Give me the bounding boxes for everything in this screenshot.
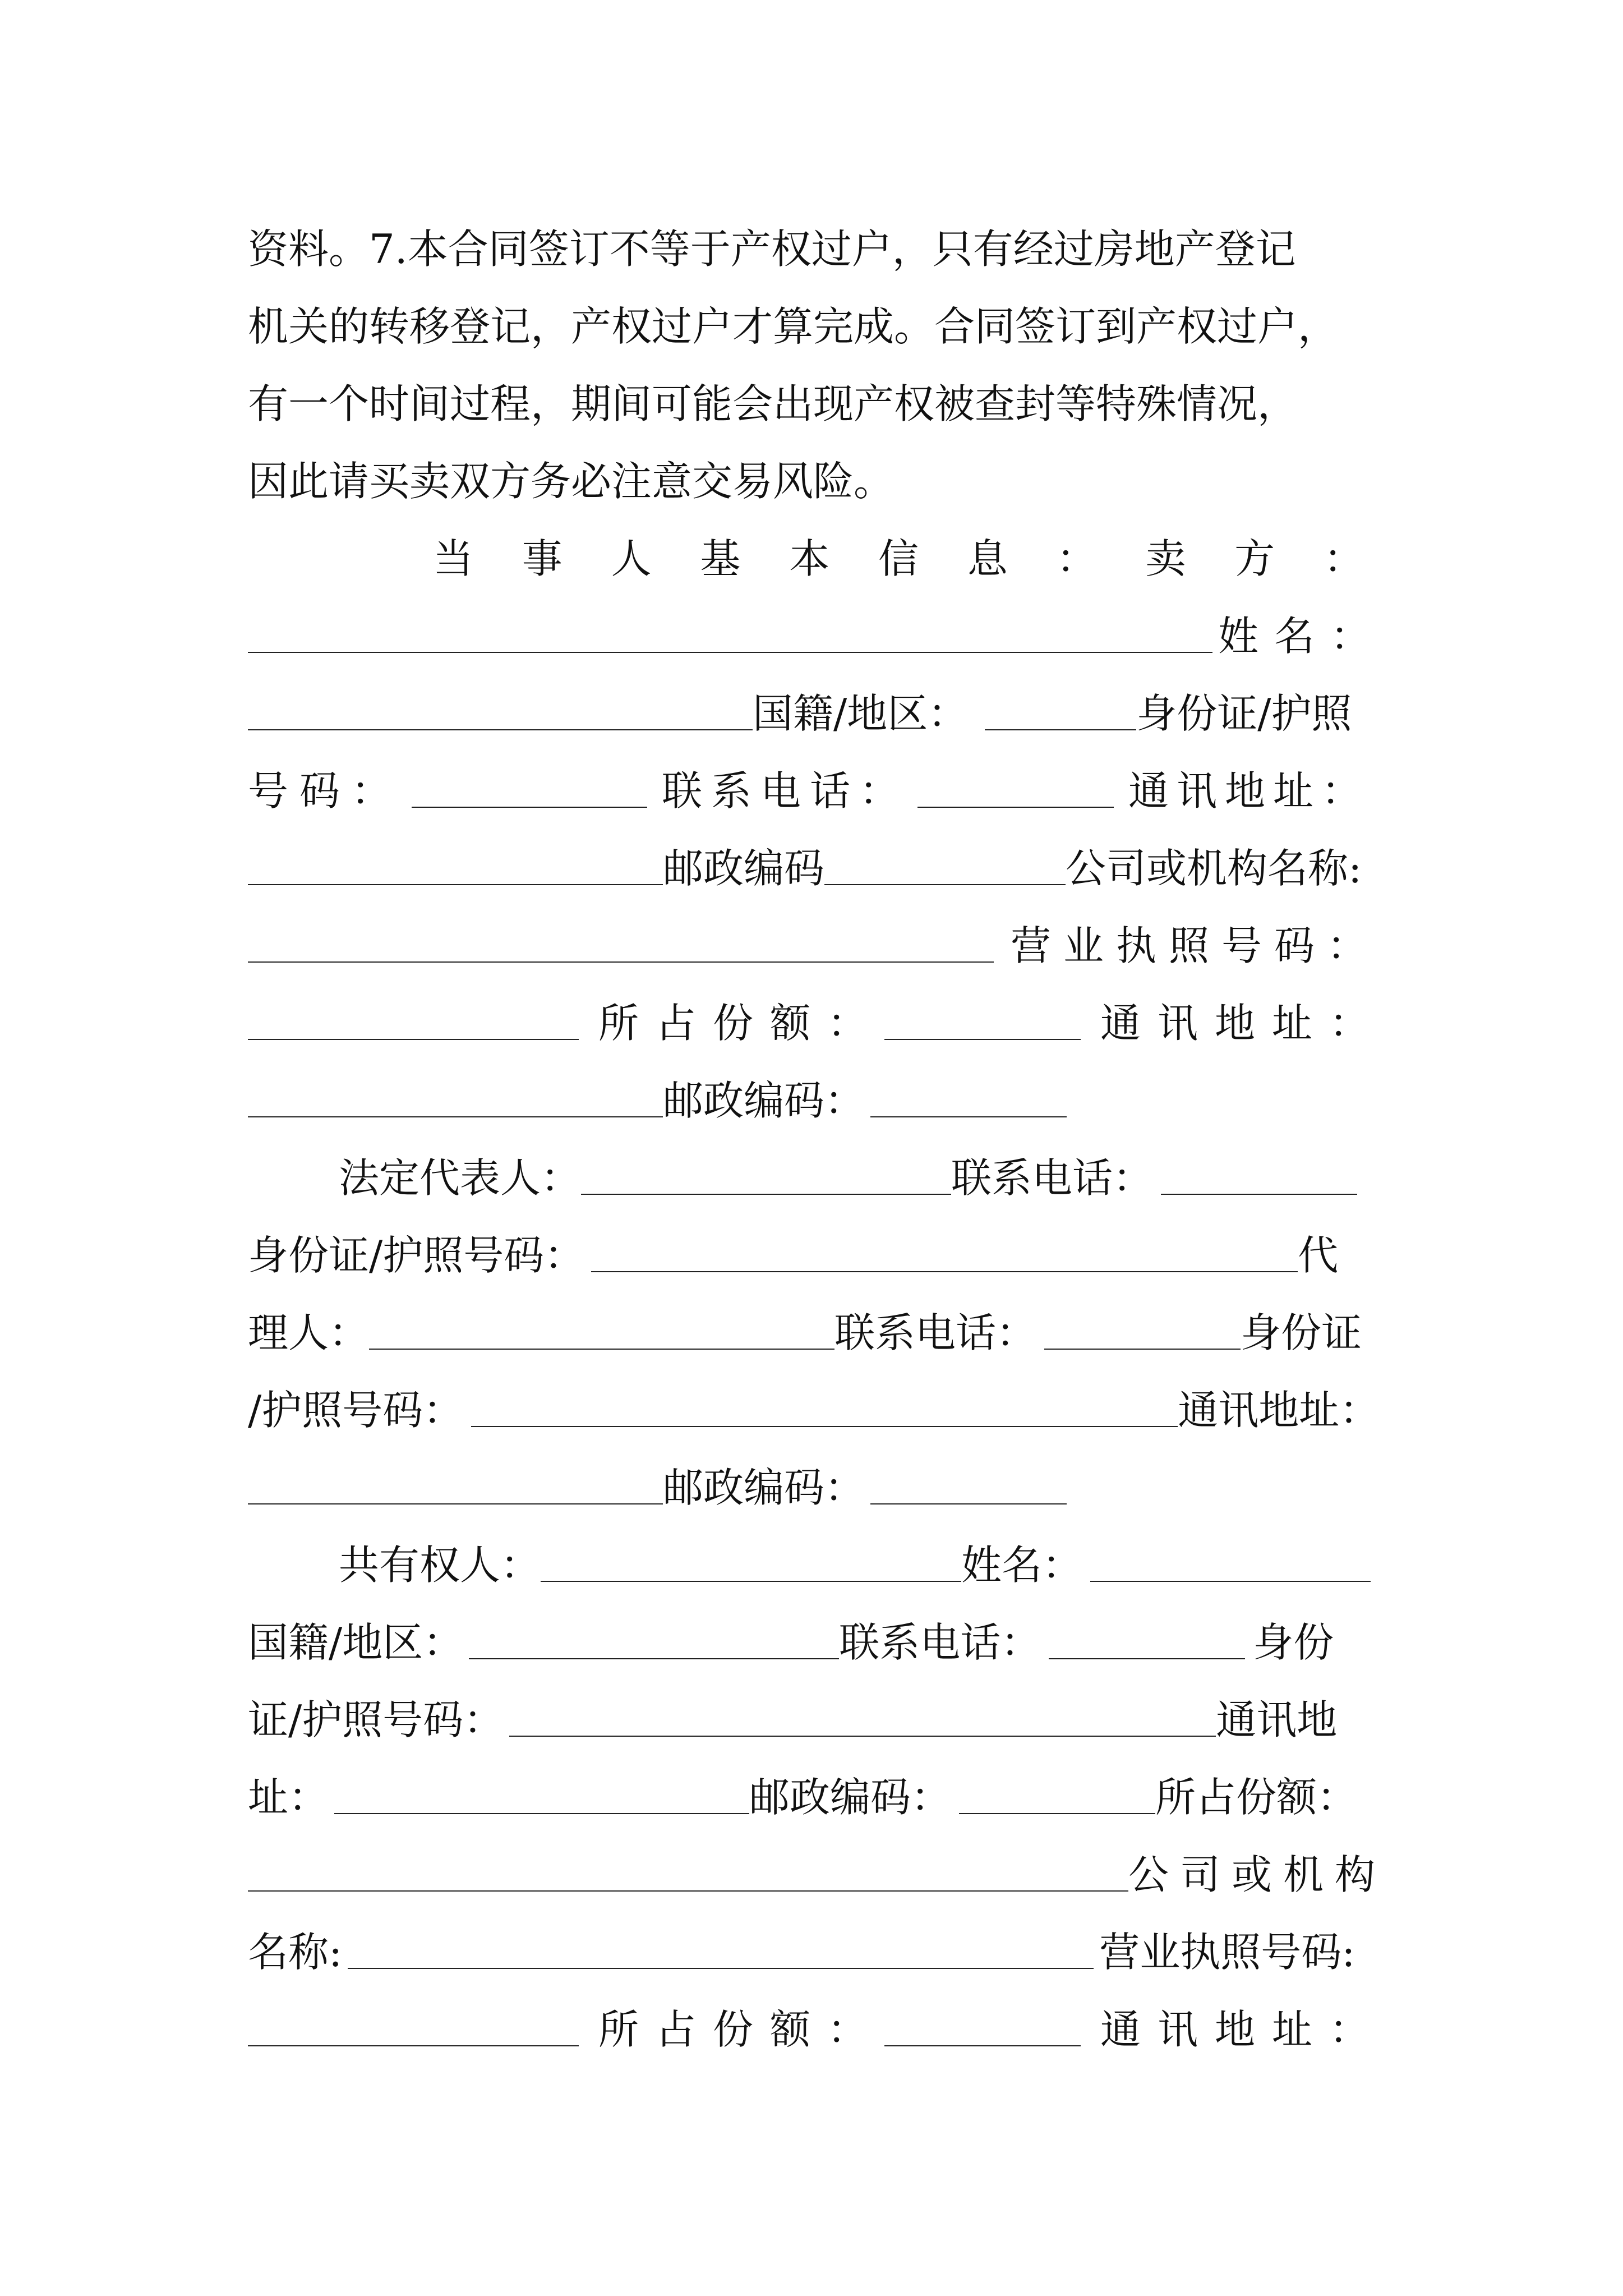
address-label: 址： [248,1774,329,1821]
blank-field[interactable] [884,2045,1081,2046]
legal-rep-row [339,1142,1386,1202]
share-address-row [248,1994,1386,2053]
blank-field[interactable] [334,1812,749,1814]
phone-label: 联系电话： [951,1154,1154,1202]
agent-row [248,1297,1386,1356]
id-passport-row [248,1220,1386,1279]
id-passport-label: 身份证/护照 [1136,690,1352,737]
heading-char: 息 [967,535,1008,582]
blank-field[interactable] [824,884,1066,885]
address-label: 通讯地 [1216,1696,1338,1743]
legal-rep-label: 法定代表人： [339,1154,582,1202]
heading-char: ： [1323,535,1364,582]
address-label: 通讯地址： [1100,2006,1386,2053]
blank-field[interactable] [541,1580,961,1582]
share-label: 所占份额： [1155,1774,1358,1821]
address-postcode-share-row [248,1761,1386,1821]
heading-char: 当 [433,535,474,582]
heading-char: ： [1056,535,1097,582]
postcode-label: 邮政编码： [749,1774,952,1821]
blank-field[interactable] [369,1348,834,1350]
postcode-label: 邮政编码 [663,845,825,892]
blank-field[interactable] [469,1658,839,1659]
blank-field[interactable] [1044,1348,1241,1350]
heading-char: 方 [1234,535,1275,582]
heading-char: 卖 [1145,535,1186,582]
paragraph-text: 机关的转移登记，产权过户才算完成。合同签订到产权过户， [248,303,1339,350]
co-owner-row [339,1529,1386,1589]
postcode-row [248,1065,1386,1124]
paragraph-line-3 [248,368,1386,427]
share-label: 所占份额： [598,2006,884,2053]
number-phone-row [248,755,1386,815]
heading-char: 本 [789,535,830,582]
blank-field[interactable] [248,1890,1128,1892]
seller-name-row [248,600,1386,660]
company-name-label: 名称: [248,1929,343,1976]
company-label: 公司或机构 [1128,1851,1387,1898]
share-address-row [248,987,1386,1047]
blank-field[interactable] [591,1271,1298,1272]
blank-field[interactable] [248,961,994,963]
blank-field[interactable] [985,729,1136,730]
blank-field[interactable] [1049,1658,1245,1659]
blank-field[interactable] [248,1038,579,1040]
business-license-label: 营业执照号码: [1099,1929,1355,1976]
paragraph-text: 资料。7.本合同签订不等于产权过户，只有经过房地产登记 [248,226,1296,273]
name-label: 姓名： [1218,613,1386,660]
nationality-label: 国籍/地区： [248,1619,464,1666]
id-label: 身份证 [1241,1309,1362,1356]
business-license-row [248,910,1386,969]
blank-field[interactable] [1090,1580,1371,1582]
id-label: 身份 [1253,1619,1334,1666]
phone-label: 联系电话： [662,767,909,815]
agent-label: 理人： [248,1309,370,1356]
company-row [248,1839,1387,1898]
blank-field[interactable] [348,1967,1094,1969]
nationality-phone-row [248,1607,1386,1666]
phone-label: 联系电话： [834,1309,1037,1356]
nationality-row [248,678,1386,737]
passport-label: /护照号码： [248,1387,464,1434]
business-license-label: 营业执照号码： [1011,922,1380,969]
paragraph-line-1 [248,213,1386,273]
blank-field[interactable] [248,1503,663,1504]
paragraph-line-2 [248,291,1386,350]
blank-field[interactable] [1161,1193,1357,1195]
id-passport-address-row [248,1684,1386,1743]
phone-label: 联系电话： [839,1619,1041,1666]
party-info-heading [433,523,1364,582]
blank-field[interactable] [248,1116,663,1117]
name-label: 姓名： [961,1542,1083,1589]
blank-field[interactable] [581,1193,951,1195]
blank-field[interactable] [248,651,1212,653]
postcode-row [248,1452,1386,1511]
address-label: 通讯地址： [1178,1387,1380,1434]
passport-address-row [248,1374,1386,1434]
share-label: 所占份额： [598,1000,884,1047]
postcode-label: 邮政编码： [663,1464,865,1511]
address-label: 通讯地址： [1100,1000,1386,1047]
heading-char: 信 [878,535,919,582]
blank-field[interactable] [471,1425,1178,1427]
id-passport-label: 身份证/护照号码： [248,1232,585,1279]
company-name-license-row [248,1916,1386,1976]
heading-char: 基 [700,535,741,582]
heading-char: 事 [522,535,562,582]
postcode-company-row [248,832,1386,892]
nationality-label: 国籍/地区： [753,690,969,737]
id-passport-label: 证/护照号码： [248,1696,504,1743]
paragraph-line-4 [248,445,1386,505]
paragraph-text: 有一个时间过程，期间可能会出现产权被查封等特殊情况， [248,380,1298,427]
blank-field[interactable] [870,1116,1067,1117]
paragraph-text: 因此请买卖双方务必注意交易风险。 [248,458,895,505]
blank-field[interactable] [412,806,647,808]
blank-field[interactable] [248,884,663,885]
blank-field[interactable] [248,2045,579,2046]
blank-field[interactable] [509,1735,1216,1737]
co-owner-label: 共有权人： [339,1542,541,1589]
heading-char: 人 [611,535,652,582]
blank-field[interactable] [917,806,1114,808]
blank-field[interactable] [248,729,753,730]
blank-field[interactable] [959,1812,1155,1814]
agent-label: 代 [1298,1232,1339,1279]
number-label: 号码： [248,767,403,815]
postcode-label: 邮政编码： [663,1077,865,1124]
address-label: 通讯地址： [1128,767,1370,815]
company-name-label: 公司或机构名称: [1066,845,1362,892]
blank-field[interactable] [870,1503,1067,1504]
blank-field[interactable] [884,1038,1081,1040]
